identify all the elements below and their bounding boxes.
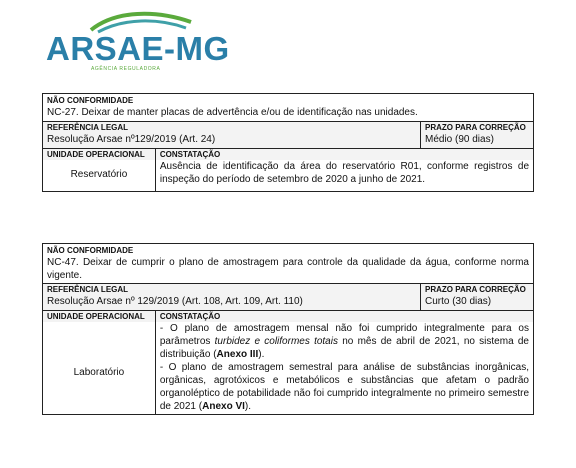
nc-label: NÃO CONFORMIDADE [47, 96, 134, 105]
unit-label: UNIDADE OPERACIONAL [43, 311, 155, 322]
const-item-1 [156, 322, 533, 361]
ref-label: REFERÊNCIA LEGAL [47, 123, 129, 132]
const-item-2 [156, 361, 533, 414]
nc-table-2 [42, 243, 534, 415]
const-item-2-text-c: ). [244, 401, 252, 412]
ref-text: Resolução Arsae nº 129/2019 (Art. 108, Art. 109, Art. 110) [47, 296, 303, 307]
nc-row [43, 94, 534, 122]
unit-text: Laboratório [73, 367, 125, 378]
constatacao-row [43, 149, 534, 192]
ref-row [43, 284, 534, 311]
nc-text: NC-27. Deixar de manter placas de advertência e/ou de identificação nas unidades. [47, 107, 418, 118]
const-label: CONSTATAÇÃO [156, 149, 533, 160]
ref-row [43, 122, 534, 149]
logo-subtitle: AGÊNCIA REGULADORA [91, 66, 161, 72]
const-item-2-text-a: - O plano de amostragem semestral para análise de substâncias inorgânicas, orgânicas, agrotóxicos e metabólicos e substâncias que afetam o padrão organoléptico de potabilidade não foi cumprido integralmente no primeiro semestre de 2021 ( [159, 362, 529, 412]
nc-label: NÃO CONFORMIDADE [47, 246, 134, 255]
const-item-1-text-e: ). [258, 349, 265, 360]
unit-text: Reservatório [70, 169, 128, 180]
prazo-label: PRAZO PARA CORREÇÃO [424, 285, 526, 294]
constatacao-row [43, 311, 534, 415]
nc-row [43, 244, 534, 284]
const-label: CONSTATAÇÃO [156, 311, 533, 322]
const-item-1-annex: Anexo III [216, 349, 259, 360]
unit-label: UNIDADE OPERACIONAL [43, 149, 155, 160]
prazo-text: Médio (90 dias) [424, 134, 494, 145]
const-item-1-text-a: - O plano de amostragem mensal não foi cumprido integralmente para os parâmetros [159, 323, 529, 347]
logo-name: ARSAE-MG [46, 30, 230, 67]
ref-label: REFERÊNCIA LEGAL [47, 285, 129, 294]
nc-text: NC-47. Deixar de cumprir o plano de amostragem para controle da qualidade da água, conforme norma vigente. [47, 257, 529, 281]
ref-text: Resolução Arsae nº129/2019 (Art. 24) [47, 134, 216, 145]
const-item-1-params: turbidez e coliformes totais [214, 336, 338, 347]
const-item-2-annex: Anexo VI [202, 401, 245, 412]
arsae-logo [46, 8, 230, 74]
const-item-1-text-c: no mês de abril de 2021, no sistema de distribuição ( [159, 336, 529, 360]
prazo-label: PRAZO PARA CORREÇÃO [424, 123, 526, 132]
prazo-text: Curto (30 dias) [424, 296, 492, 307]
const-text: Ausência de identificação da área do reservatório R01, conforme registros de inspeção do período de setembro de 2020 a junho de 2021. [159, 161, 529, 185]
nc-table-1 [42, 93, 534, 192]
